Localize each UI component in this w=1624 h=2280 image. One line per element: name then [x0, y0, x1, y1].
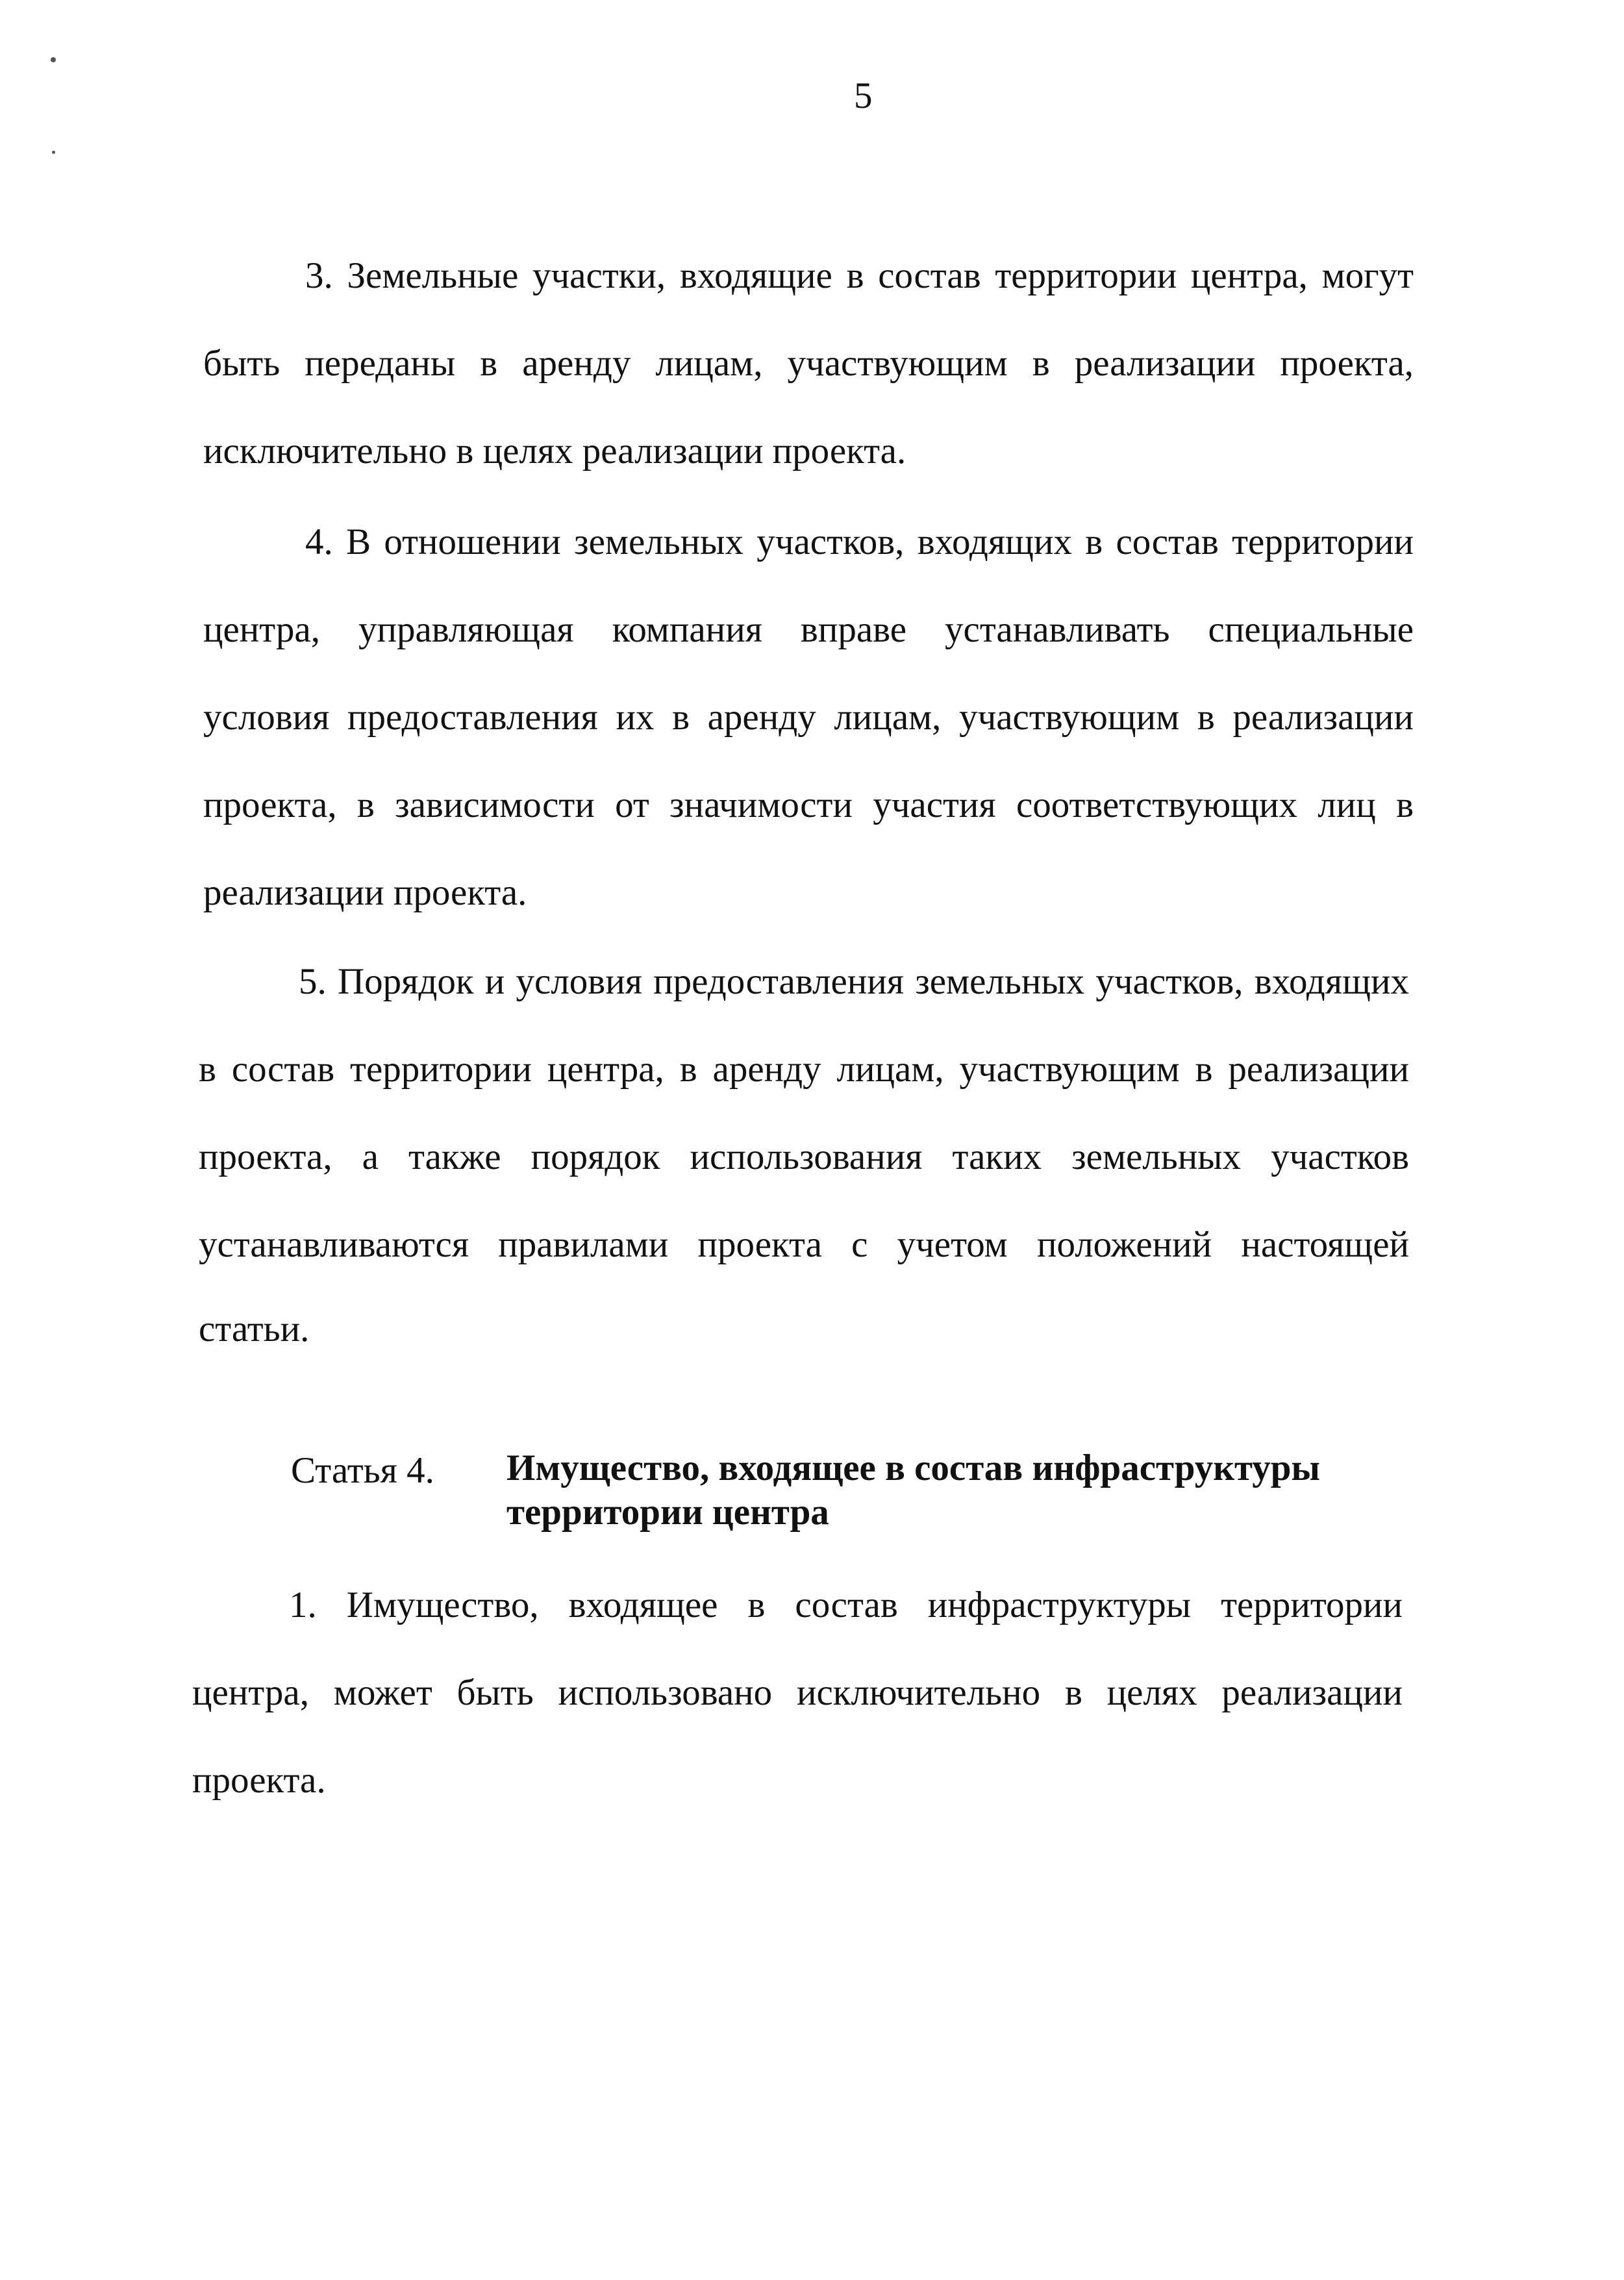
article-title-line: территории центра	[506, 1492, 829, 1533]
text-line: 3. Земельные участки, входящие в состав территории центра, могут	[305, 255, 1414, 296]
text-line: проекта.	[192, 1760, 326, 1801]
text-line: реализации проекта.	[203, 872, 527, 913]
text-line: в состав территории центра, в аренду лицам, участвующим в реализации	[199, 1049, 1409, 1090]
text-line: исключительно в целях реализации проекта.	[203, 431, 906, 471]
text-line: центра, может быть использовано исключительно в целях реализации	[192, 1672, 1403, 1713]
text-line: статьи.	[199, 1309, 310, 1349]
text-line: быть переданы в аренду лицам, участвующим в реализации проекта,	[203, 343, 1414, 384]
scan-speck	[52, 151, 55, 154]
article-title-line: Имущество, входящее в состав инфраструктуры	[506, 1447, 1320, 1488]
text-line: проекта, а также порядок использования таких земельных участков	[199, 1136, 1409, 1177]
text-line: центра, управляющая компания вправе устанавливать специальные	[203, 609, 1414, 650]
scan-speck	[51, 57, 56, 62]
text-line: устанавливаются правилами проекта с учетом положений настоящей	[199, 1224, 1409, 1265]
text-line: проекта, в зависимости от значимости участия соответствующих лиц в	[203, 784, 1414, 825]
text-line: 1. Имущество, входящее в состав инфраструктуры территории	[289, 1585, 1403, 1625]
page-number: 5	[854, 75, 873, 116]
article-label: Статья 4.	[291, 1450, 434, 1491]
text-line: условия предоставления их в аренду лицам, участвующим в реализации	[203, 697, 1414, 738]
text-line: 4. В отношении земельных участков, входящих в состав территории	[305, 521, 1414, 562]
text-line: 5. Порядок и условия предоставления земельных участков, входящих	[299, 961, 1409, 1002]
